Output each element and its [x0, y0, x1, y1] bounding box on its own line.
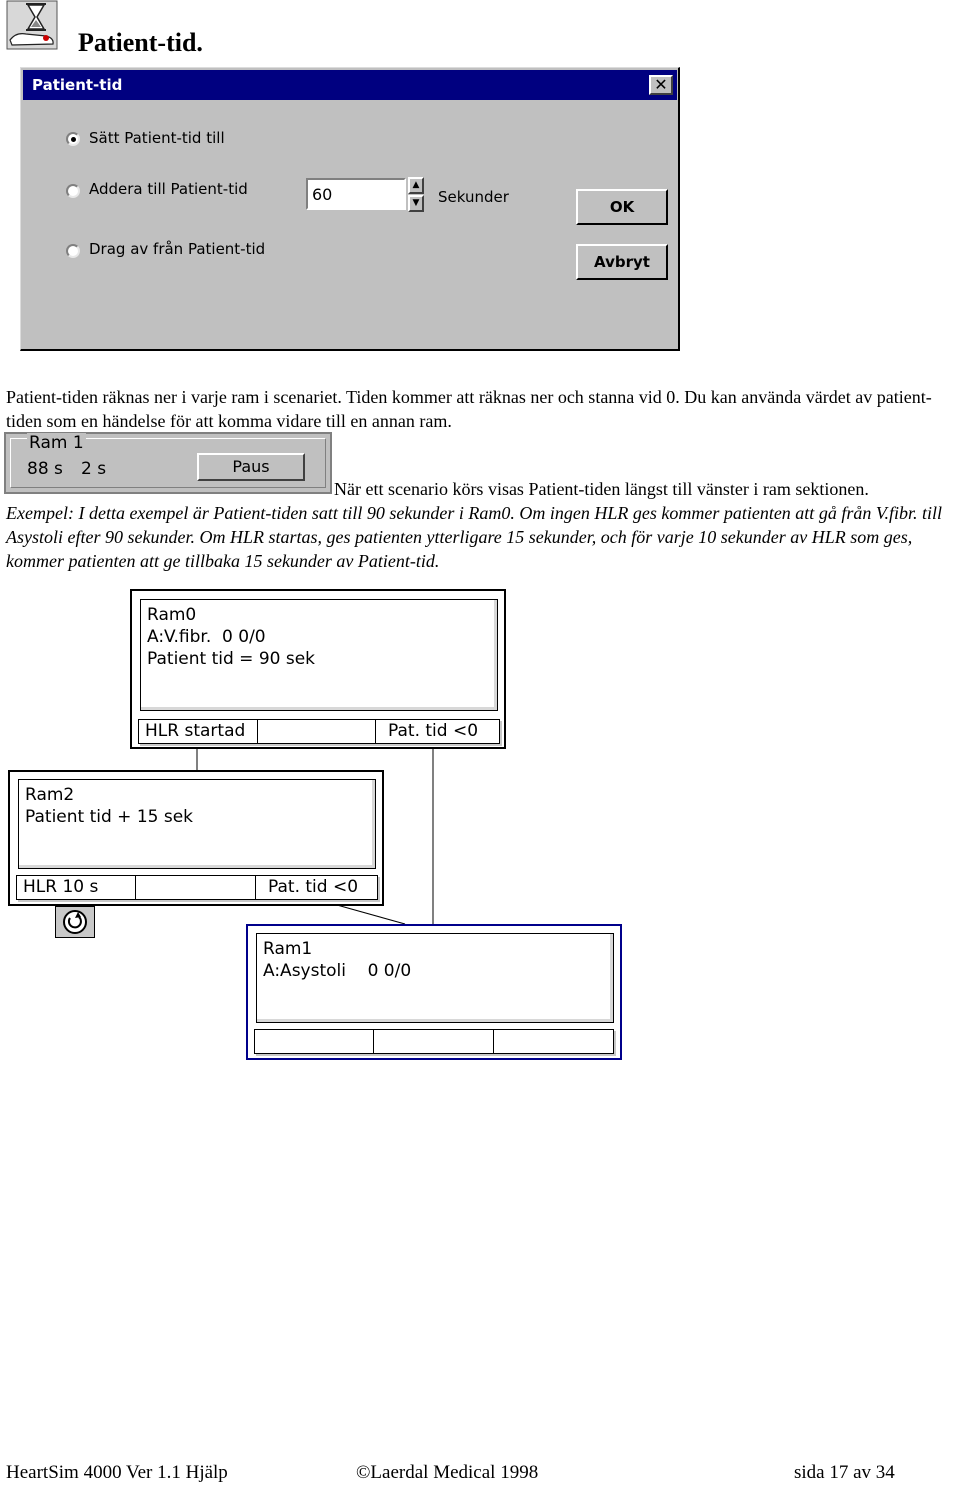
ram0-name: Ram0	[147, 605, 197, 625]
ram0-content	[140, 599, 498, 711]
ram0-rhythm: A:V.fibr. 0 0/0	[147, 627, 266, 647]
cancel-button[interactable]: Avbryt	[576, 244, 668, 280]
ram2-event-empty[interactable]	[135, 876, 255, 899]
footer-copyright: ©Laerdal Medical 1998	[356, 1462, 539, 1483]
ram2-name: Ram2	[25, 785, 75, 805]
radio-label-add: Addera till Patient-tid	[89, 180, 248, 198]
dialog-title: Patient-tid	[32, 76, 123, 94]
close-icon[interactable]: ✕	[649, 75, 673, 95]
ram1-event-3[interactable]	[493, 1030, 613, 1053]
seconds-unit-label: Sekunder	[438, 188, 509, 206]
radio-label-set: Sätt Patient-tid till	[89, 129, 225, 147]
ram1-content	[256, 933, 614, 1023]
ram1-event-1[interactable]	[255, 1030, 373, 1053]
patient-time-readout: 88 s	[27, 459, 63, 479]
ram1-name: Ram1	[263, 939, 313, 959]
footer-page-number: sida 17 av 34	[794, 1462, 895, 1483]
hlr-time-readout: 2 s	[81, 459, 107, 479]
ram1-event-2[interactable]	[373, 1030, 493, 1053]
ram0-event-pat-tid[interactable]: Pat. tid <0	[375, 720, 499, 743]
ram2-event-bar	[16, 875, 378, 900]
footer-product: HeartSim 4000 Ver 1.1 Hjälp	[6, 1462, 228, 1483]
page-title: Patient-tid.	[78, 28, 203, 57]
ram2-content	[18, 779, 376, 869]
flow-box-ram2[interactable]	[8, 770, 384, 906]
flow-box-ram1[interactable]	[246, 924, 622, 1060]
ram2-patient-time: Patient tid + 15 sek	[25, 807, 194, 827]
pause-button[interactable]: Paus	[197, 453, 305, 481]
ram0-event-hlr[interactable]: HLR startad	[145, 721, 246, 741]
loop-icon[interactable]	[55, 906, 95, 938]
ram0-event-bar	[138, 719, 500, 744]
scenario-sentence: När ett scenario körs visas Patient-tiden längst till vänster i ram sektionen.	[334, 479, 869, 499]
intro-paragraph: Patient-tiden räknas ner i varje ram i scenariet. Tiden kommer att räknas ner och stanna vid 0. Du kan använda värdet av patient-tiden som en händelse för att komma vidare till en annan ram.	[6, 387, 932, 431]
ram0-patient-time: Patient tid = 90 sek	[147, 649, 316, 669]
flow-box-ram0[interactable]	[130, 589, 506, 749]
spin-down-icon[interactable]: ▼	[408, 195, 424, 212]
ram2-event-pat-tid[interactable]: Pat. tid <0	[255, 876, 377, 899]
ram2-event-hlr[interactable]: HLR 10 s	[23, 877, 99, 897]
ram-label: Ram 1	[29, 433, 84, 453]
ram0-event-empty[interactable]	[257, 720, 375, 743]
ram1-rhythm: A:Asystoli 0 0/0	[263, 961, 412, 981]
spin-up-icon[interactable]: ▲	[408, 177, 424, 194]
radio-label-subtract: Drag av från Patient-tid	[89, 240, 266, 258]
seconds-input[interactable]: 60	[306, 178, 406, 210]
ram1-event-bar	[254, 1029, 614, 1054]
example-paragraph: Exempel: I detta exempel är Patient-tiden satt till 90 sekunder i Ram0. Om ingen HLR ges kommer patienten att gå från V.fibr. till Asystoli efter 90 sekunder. Om HLR startas, ges patienten ytterligare 15 sekunder, och för varje 10 sekunder av HLR som ges, kommer patienten att ge tillbaka 15 sekunder av Patient-tid.	[6, 503, 943, 571]
ok-button[interactable]: OK	[576, 189, 668, 225]
